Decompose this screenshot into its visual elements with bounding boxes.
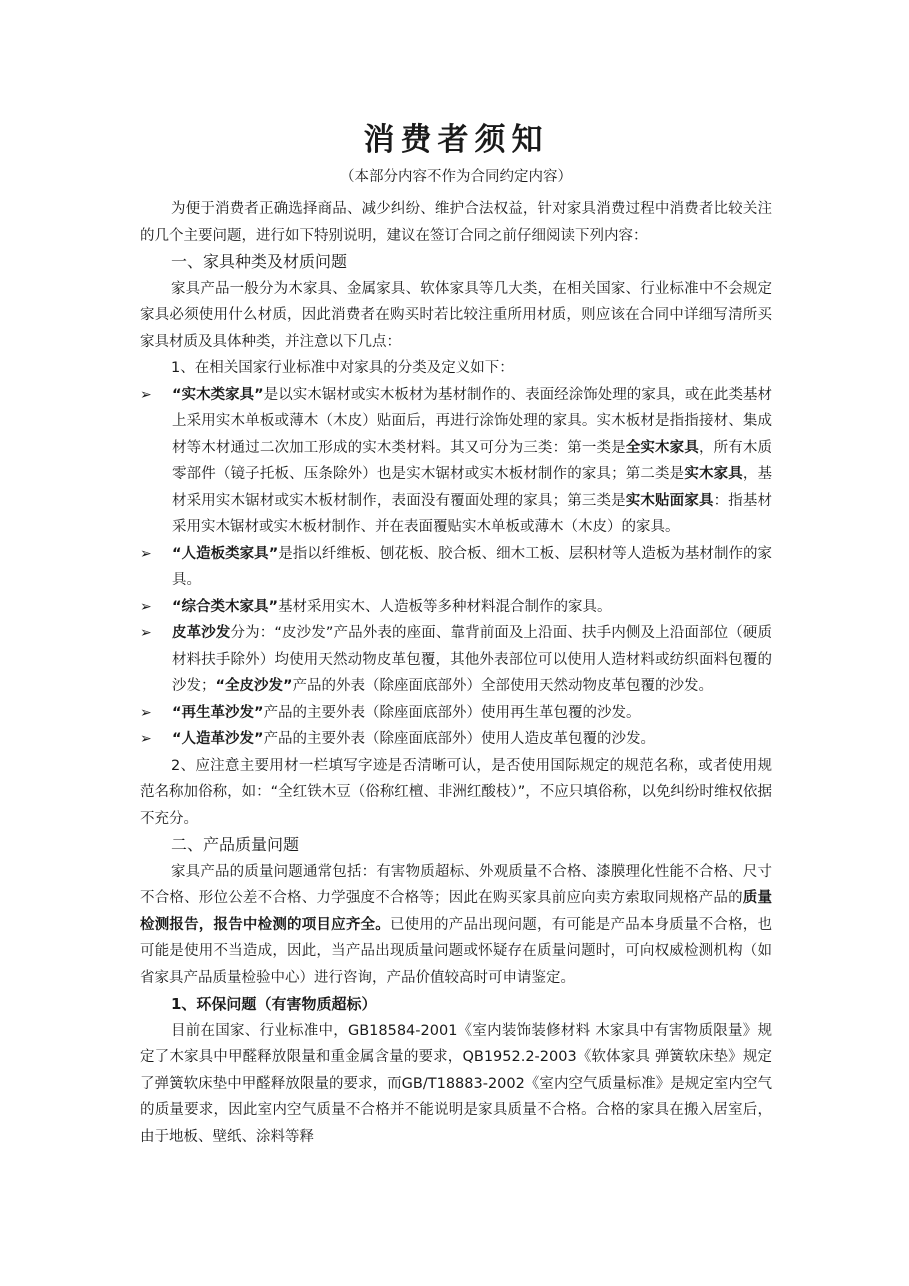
arrowhead-bullet-icon: ➢ xyxy=(140,704,152,721)
classification-intro: 1、在相关国家行业标准中对家具的分类及定义如下： xyxy=(171,360,514,376)
intro-paragraph: 为便于消费者正确选择商品、减少纠纷、维护合法权益，针对家具消费过程中消费者比较关注的几个主要问题，进行如下特别说明，建议在签订合同之前仔细阅读下列内容： xyxy=(140,201,772,244)
section-heading-environment: 1、环保问题（有害物质超标） xyxy=(171,995,377,1013)
list-item-composite-wood: ➢ “综合类木家具”基材采用实木、人造板等多种材料混合制作的家具。 xyxy=(140,594,772,621)
list-item-panel-furniture: ➢ “人造板类家具”是指以纤维板、刨花板、胶合板、细木工板、层积材等人造板为基材制作的家具。 xyxy=(140,541,772,594)
furniture-types-paragraph: 家具产品一般分为木家具、金属家具、软体家具等几大类，在相关国家、行业标准中不会规定家具必须使用什么材质，因此消费者在购买时若比较注重所用材质，则应该在合同中详细写清所买家具材质及具体种类，并注意以下几点： xyxy=(140,280,772,350)
list-item-solid-wood: ➢ “实木类家具”是以实木锯材或实木板材为基材制作的、表面经涂饰处理的家具，或在此类基材上采用实木单板或薄木（木皮）贴面后，再进行涂饰处理的家具。实木板材是指指接材、集成材等木材通过二次加工形成的实木类材料。其又可分为三类：第一类是全实木家具，所有木质零部件（镜子托板、压条除外）也是实木锯材或实木板材制作的家具；第二类是实木家具，基材采用实木锯材或实木板材制作，表面没有覆面处理的家具；第三类是实木贴面家具：指基材采用实木锯材或实木板材制作、并在表面覆贴实木单板或薄木（木皮）的家具。 xyxy=(140,382,772,541)
arrowhead-bullet-icon: ➢ xyxy=(140,386,152,403)
quality-paragraph: 家具产品的质量问题通常包括：有害物质超标、外观质量不合格、漆膜理化性能不合格、尺寸不合格、形位公差不合格、力学强度不合格等；因此在购买家具前应向卖方索取同规格产品的质量检测报告，报告中检测的项目应齐全。已使用的产品出现问题，有可能是产品本身质量不合格，也可能是使用不当造成，因此，当产品出现质量问题或怀疑存在质量问题时，可向权威检测机构（如省家具产品质量检验中心）进行咨询，产品价值较高时可申请鉴定。 xyxy=(140,863,773,986)
list-item-recycled-leather-sofa: ➢ “再生革沙发”产品的主要外表（除座面底部外）使用再生革包覆的沙发。 xyxy=(140,700,772,727)
page-subtitle: （本部分内容不作为合同约定内容） xyxy=(340,169,572,185)
material-naming-paragraph: 2、应注意主要用材一栏填写字迹是否清晰可认，是否使用国际规定的规范名称，或者使用规范名称加俗称，如：“全红铁木豆（俗称红檀、非洲红酸枝）”，不应只填俗称，以免纠纷时维权依据不充分。 xyxy=(140,757,772,827)
arrowhead-bullet-icon: ➢ xyxy=(140,598,152,615)
section-heading-quality: 二、产品质量问题 xyxy=(171,835,300,854)
arrowhead-bullet-icon: ➢ xyxy=(140,545,152,562)
page-title: 消费者须知 xyxy=(363,122,549,158)
section-heading-furniture-types: 一、家具种类及材质问题 xyxy=(171,252,348,271)
document-body xyxy=(140,118,772,1150)
list-item-artificial-leather-sofa: ➢ “人造革沙发”产品的主要外表（除座面底部外）使用人造皮革包覆的沙发。 xyxy=(140,726,772,753)
environment-paragraph: 目前在国家、行业标准中，GB18584-2001《室内装饰装修材料 木家具中有害物质限量》规定了木家具中甲醛释放限量和重金属含量的要求，QB1952.2-2003《软体家具 弹簧软床垫》规定了弹簧软床垫中甲醛释放限量的要求，而GB/T18883-2002《室内空气质量标准》是规定室内空气的质量要求，因此室内空气质量不合格并不能说明是家具质量不合格。合格的家具在搬入居室后，由于地板、壁纸、涂料等释 xyxy=(140,1022,772,1145)
arrowhead-bullet-icon: ➢ xyxy=(140,625,152,641)
list-item-leather-sofa: ➢ 皮革沙发分为：“皮沙发”产品外表的座面、靠背前面及上沿面、扶手内侧及上沿面部位（硬质材料扶手除外）均使用天然动物皮革包覆，其他外表部位可以使用人造材料或纺织面料包覆的沙发；“全皮沙发”产品的外表（除座面底部外）全部使用天然动物皮革包覆的沙发。 xyxy=(140,620,772,700)
arrowhead-bullet-icon: ➢ xyxy=(140,731,152,747)
